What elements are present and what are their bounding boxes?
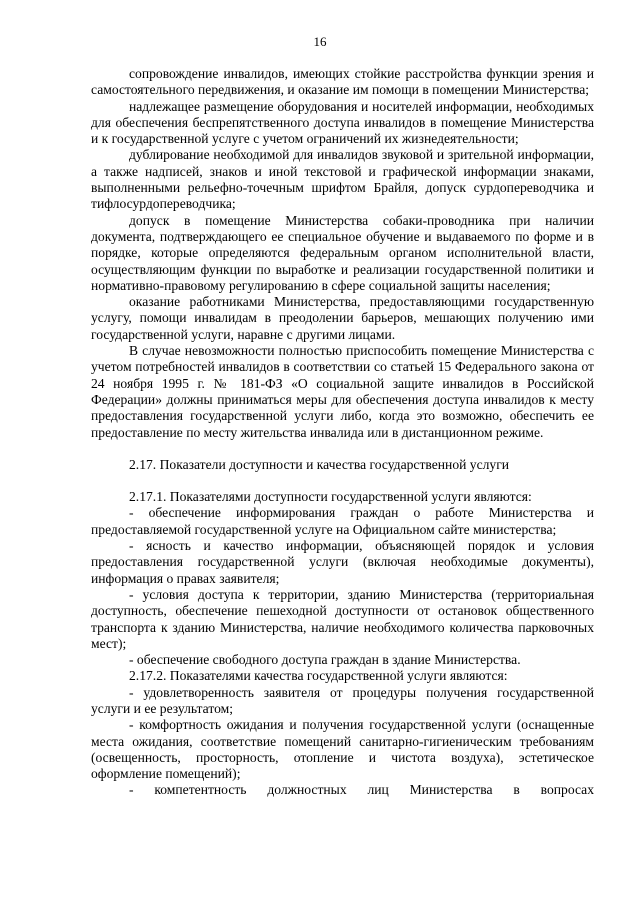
section-heading: 2.17. Показатели доступности и качества государственной услуги [129, 456, 510, 472]
list-item: - комфортность ожидания и получения государственной услуги (оснащенные места ожидания, соответствие помещений санитарно-гигиеническим требованиям (освещенность, просторность, отопление и чистота воздуха), эстетическое оформление помещений); [91, 717, 594, 782]
paragraph: дублирование необходимой для инвалидов звуковой и зрительной информации, а также надписей, знаков и иной текстовой и графической информации знаками, выполненными рельефно-точечным шрифтом Брайля, допуск сурдопереводчика и тифлосурдопереводчика; [91, 147, 594, 212]
paragraph: оказание работниками Министерства, предоставляющими государственную услугу, помощи инвалидам в преодолении барьеров, мешающих получению ими государственной услуги, наравне с другими лицами. [91, 294, 594, 342]
list-item: - ясность и качество информации, объясняющей порядок и условия предоставления государственной услуги (включая необходимые документы), информация о правах заявителя; [91, 538, 594, 586]
spacer [91, 441, 594, 457]
paragraph: сопровождение инвалидов, имеющих стойкие расстройства функции зрения и самостоятельного передвижения, и оказание им помощи в помещении Министерства; [91, 66, 594, 98]
list-item: - обеспечение информирования граждан о работе Министерства и предоставляемой государственной услуге на Официальном сайте министерства; [91, 505, 594, 537]
list-item: - условия доступа к территории, зданию Министерства (территориальная доступность, обеспечение пешеходной доступности от остановок общественного транспорта к зданию Министерства, наличие необходимого количества парковочных мест); [91, 586, 594, 651]
paragraph: В случае невозможности полностью приспособить помещение Министерства с учетом потребностей инвалидов в соответствии со статьей 15 Федерального закона от 24 ноября 1995 г. № 181-ФЗ «О социальной защите инвалидов в Российской Федерации» должны приниматься меры для обеспечения доступа инвалидов к месту предоставления государственной услуги либо, когда это возможно, обеспечить ее предоставление по месту жительства инвалида или в дистанционном режиме. [91, 343, 594, 440]
paragraph: допуск в помещение Министерства собаки-проводника при наличии документа, подтверждающего ее специальное обучение и выдаваемого по форме и в порядке, которые определяются федеральным органом исполнительной власти, осуществляющим функции по выработке и реализации государственной политики и нормативно-правовому регулированию в сфере социальной защиты населения; [91, 212, 594, 293]
list-item: - обеспечение свободного доступа граждан в здание Министерства. [129, 652, 521, 668]
paragraph: 2.17.1. Показателями доступности государственной услуги являются: [129, 489, 532, 505]
document-body [91, 66, 594, 799]
list-item: - компетентность должностных лиц Министерства в вопросах [129, 782, 594, 798]
spacer [91, 473, 594, 489]
list-item: - удовлетворенность заявителя от процедуры получения государственной услуги и ее результатом; [91, 684, 594, 716]
page-number: 16 [313, 34, 327, 49]
paragraph: 2.17.2. Показателями качества государственной услуги являются: [129, 668, 508, 684]
paragraph: надлежащее размещение оборудования и носителей информации, необходимых для обеспечения беспрепятственного доступа инвалидов в помещение Министерства и к государственной услуге с учетом ограничений их жизнедеятельности; [91, 98, 594, 147]
